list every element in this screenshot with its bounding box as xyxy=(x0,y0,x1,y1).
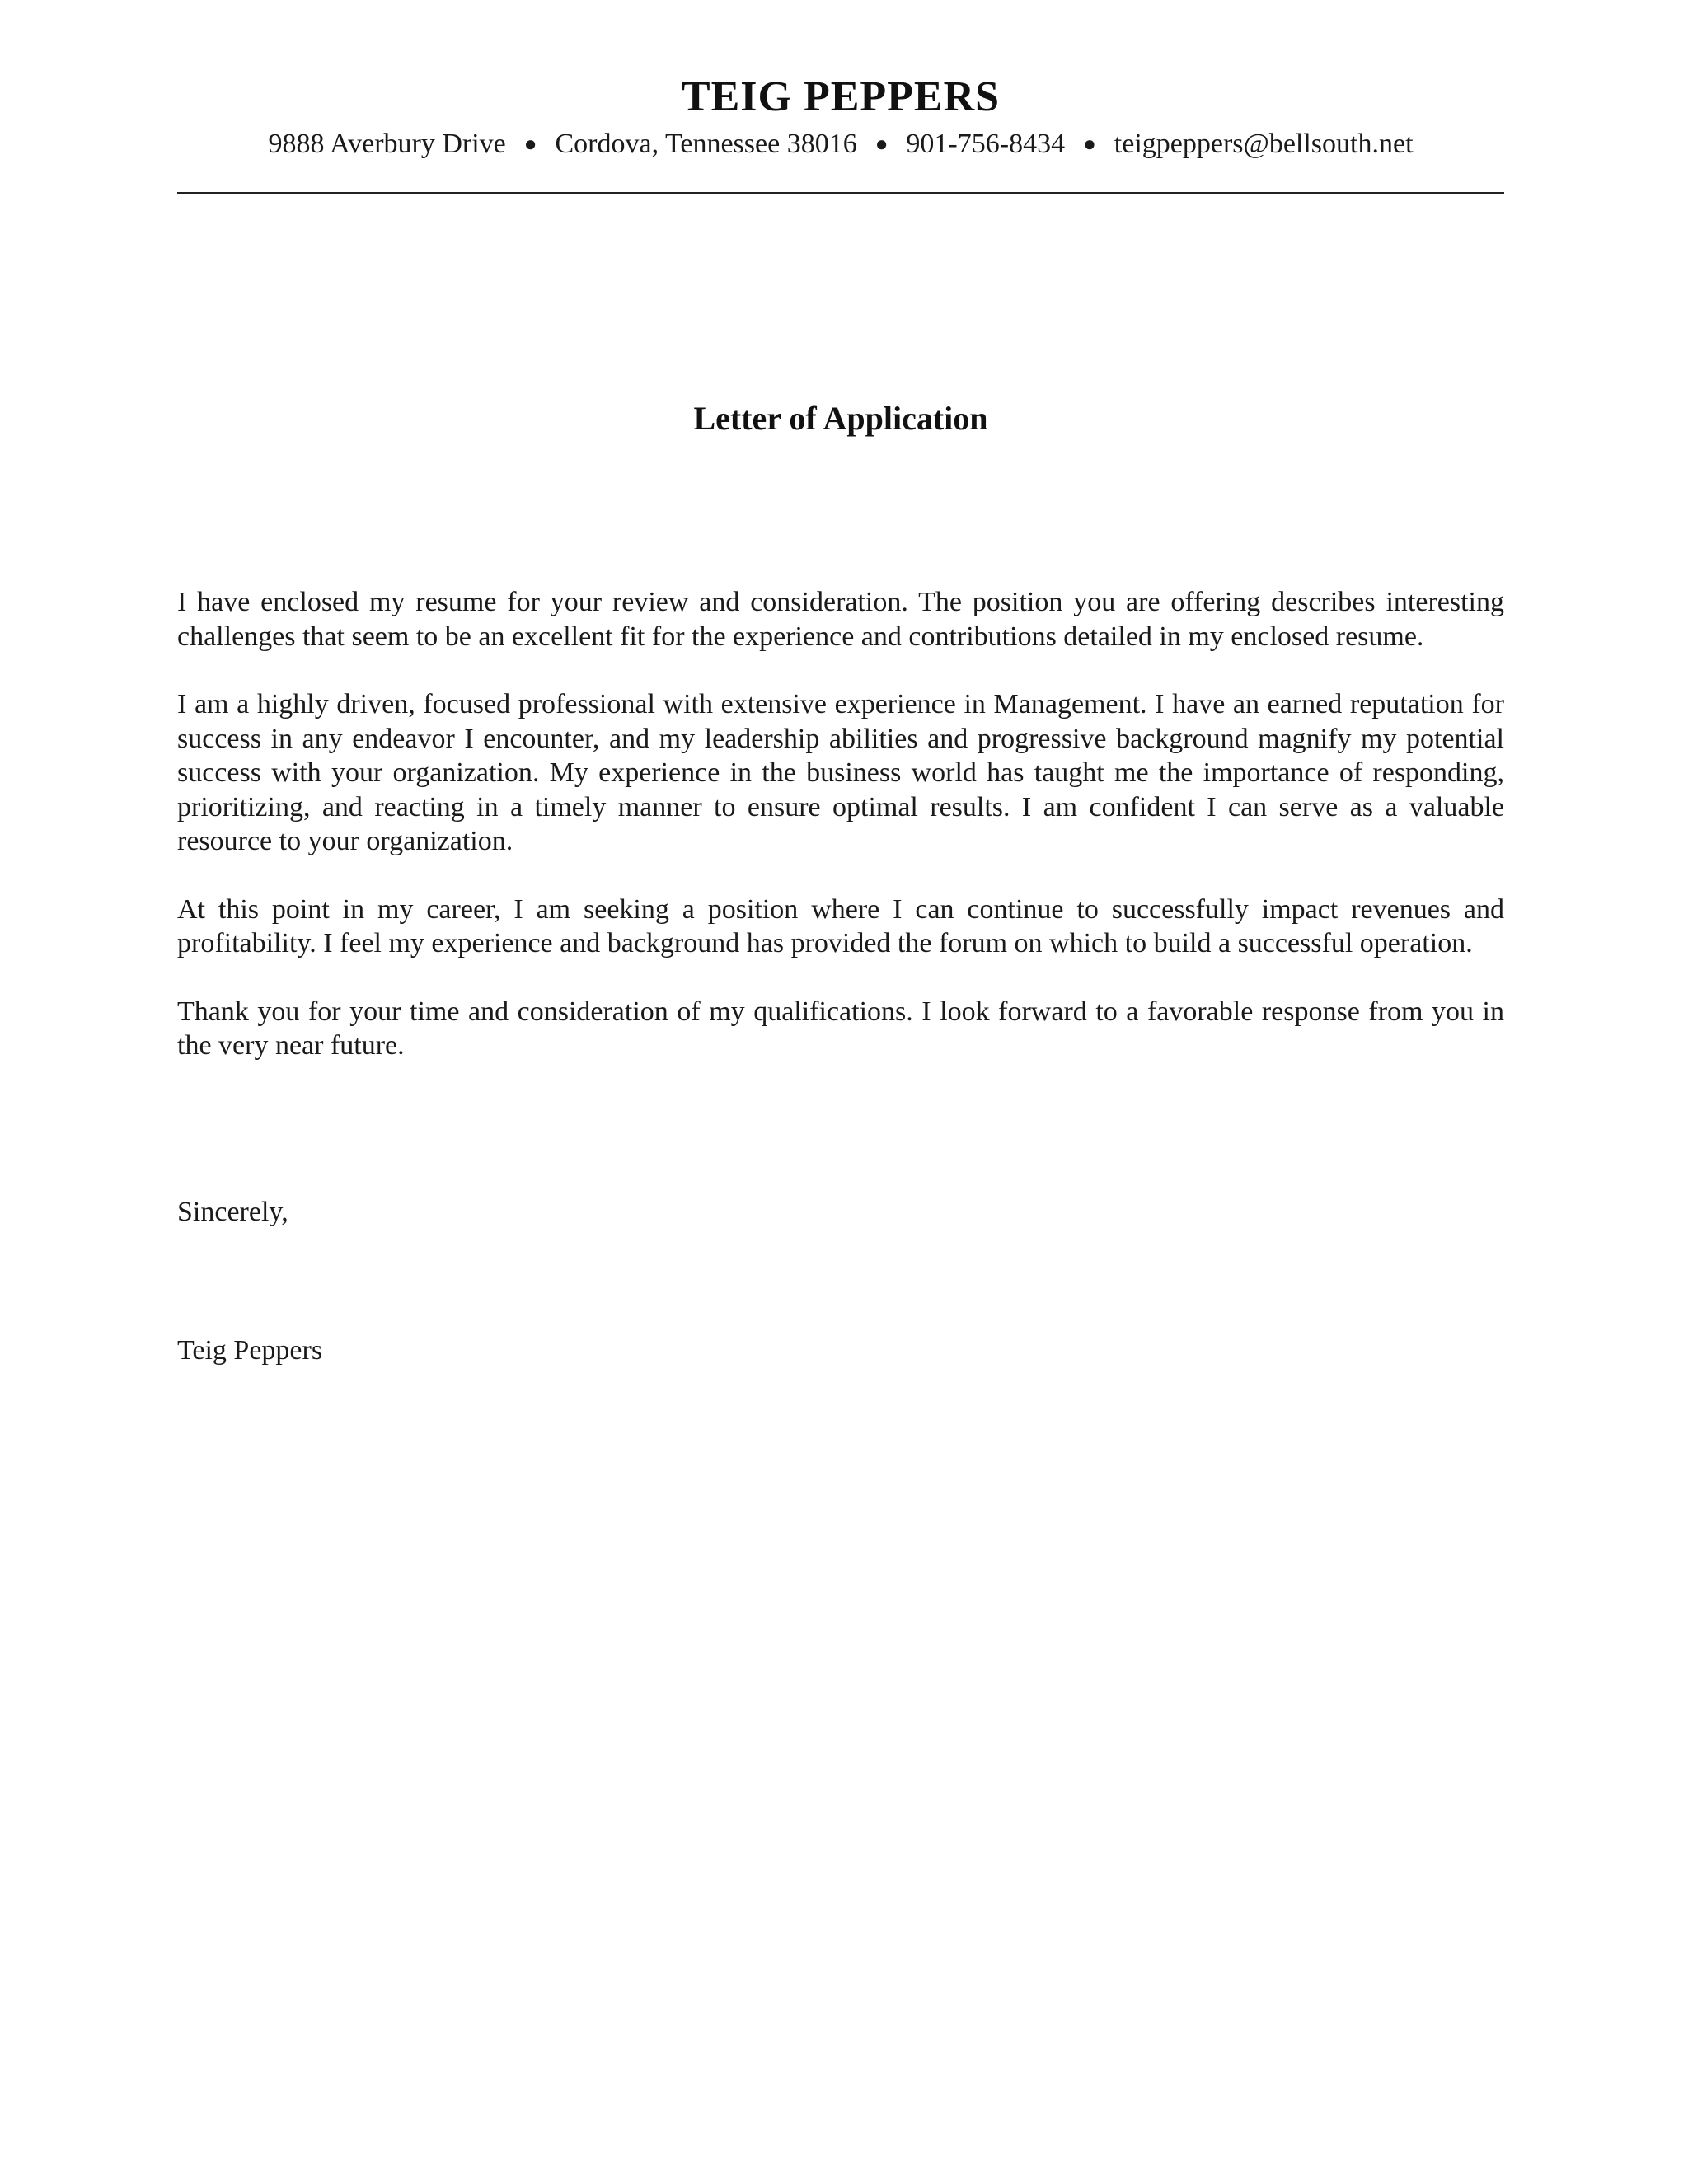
body-paragraph: I am a highly driven, focused professional with extensive experience in Management. I have an earned reputation for success in any endeavor I encounter, and my leadership abilities and progressive background magnify my potential success with your organization. My experience in the business world has taught me the importance of responding, prioritizing, and reacting in a timely manner to ensure optimal results. I am confident I can serve as a valuable resource to your organization. xyxy=(177,689,1504,856)
sender-email: teigpeppers@bellsouth.net xyxy=(1114,129,1414,159)
bullet-separator-icon: ● xyxy=(1083,132,1096,156)
letterhead xyxy=(177,70,1504,162)
sender-city-state-zip: Cordova, Tennessee 38016 xyxy=(555,129,857,159)
sender-phone: 901-756-8434 xyxy=(906,129,1066,159)
letter-closing: Sincerely, xyxy=(177,1197,288,1227)
letter-body xyxy=(177,585,1504,1097)
body-paragraph: Thank you for your time and consideration of my qualifications. I look forward to a favorable response from you in the very near future. xyxy=(177,996,1504,1061)
sender-address: 9888 Averbury Drive xyxy=(268,129,506,159)
bullet-separator-icon: ● xyxy=(874,132,889,156)
sender-name: TEIG PEPPERS xyxy=(681,73,1001,120)
letter-title: Letter of Application xyxy=(693,400,988,437)
contact-line xyxy=(177,126,1504,162)
signature-name: Teig Peppers xyxy=(177,1335,323,1366)
header-divider xyxy=(177,192,1504,194)
body-paragraph: At this point in my career, I am seeking a position where I can continue to successfully impact revenues and profitability. I feel my experience and background has provided the forum on which to build a successful operation. xyxy=(177,893,1504,958)
body-paragraph: I have enclosed my resume for your review and consideration. The position you are offering describes interesting challenges that seem to be an excellent fit for the experience and contributions detailed in my enclosed resume. xyxy=(177,587,1504,652)
bullet-separator-icon: ● xyxy=(523,132,537,156)
